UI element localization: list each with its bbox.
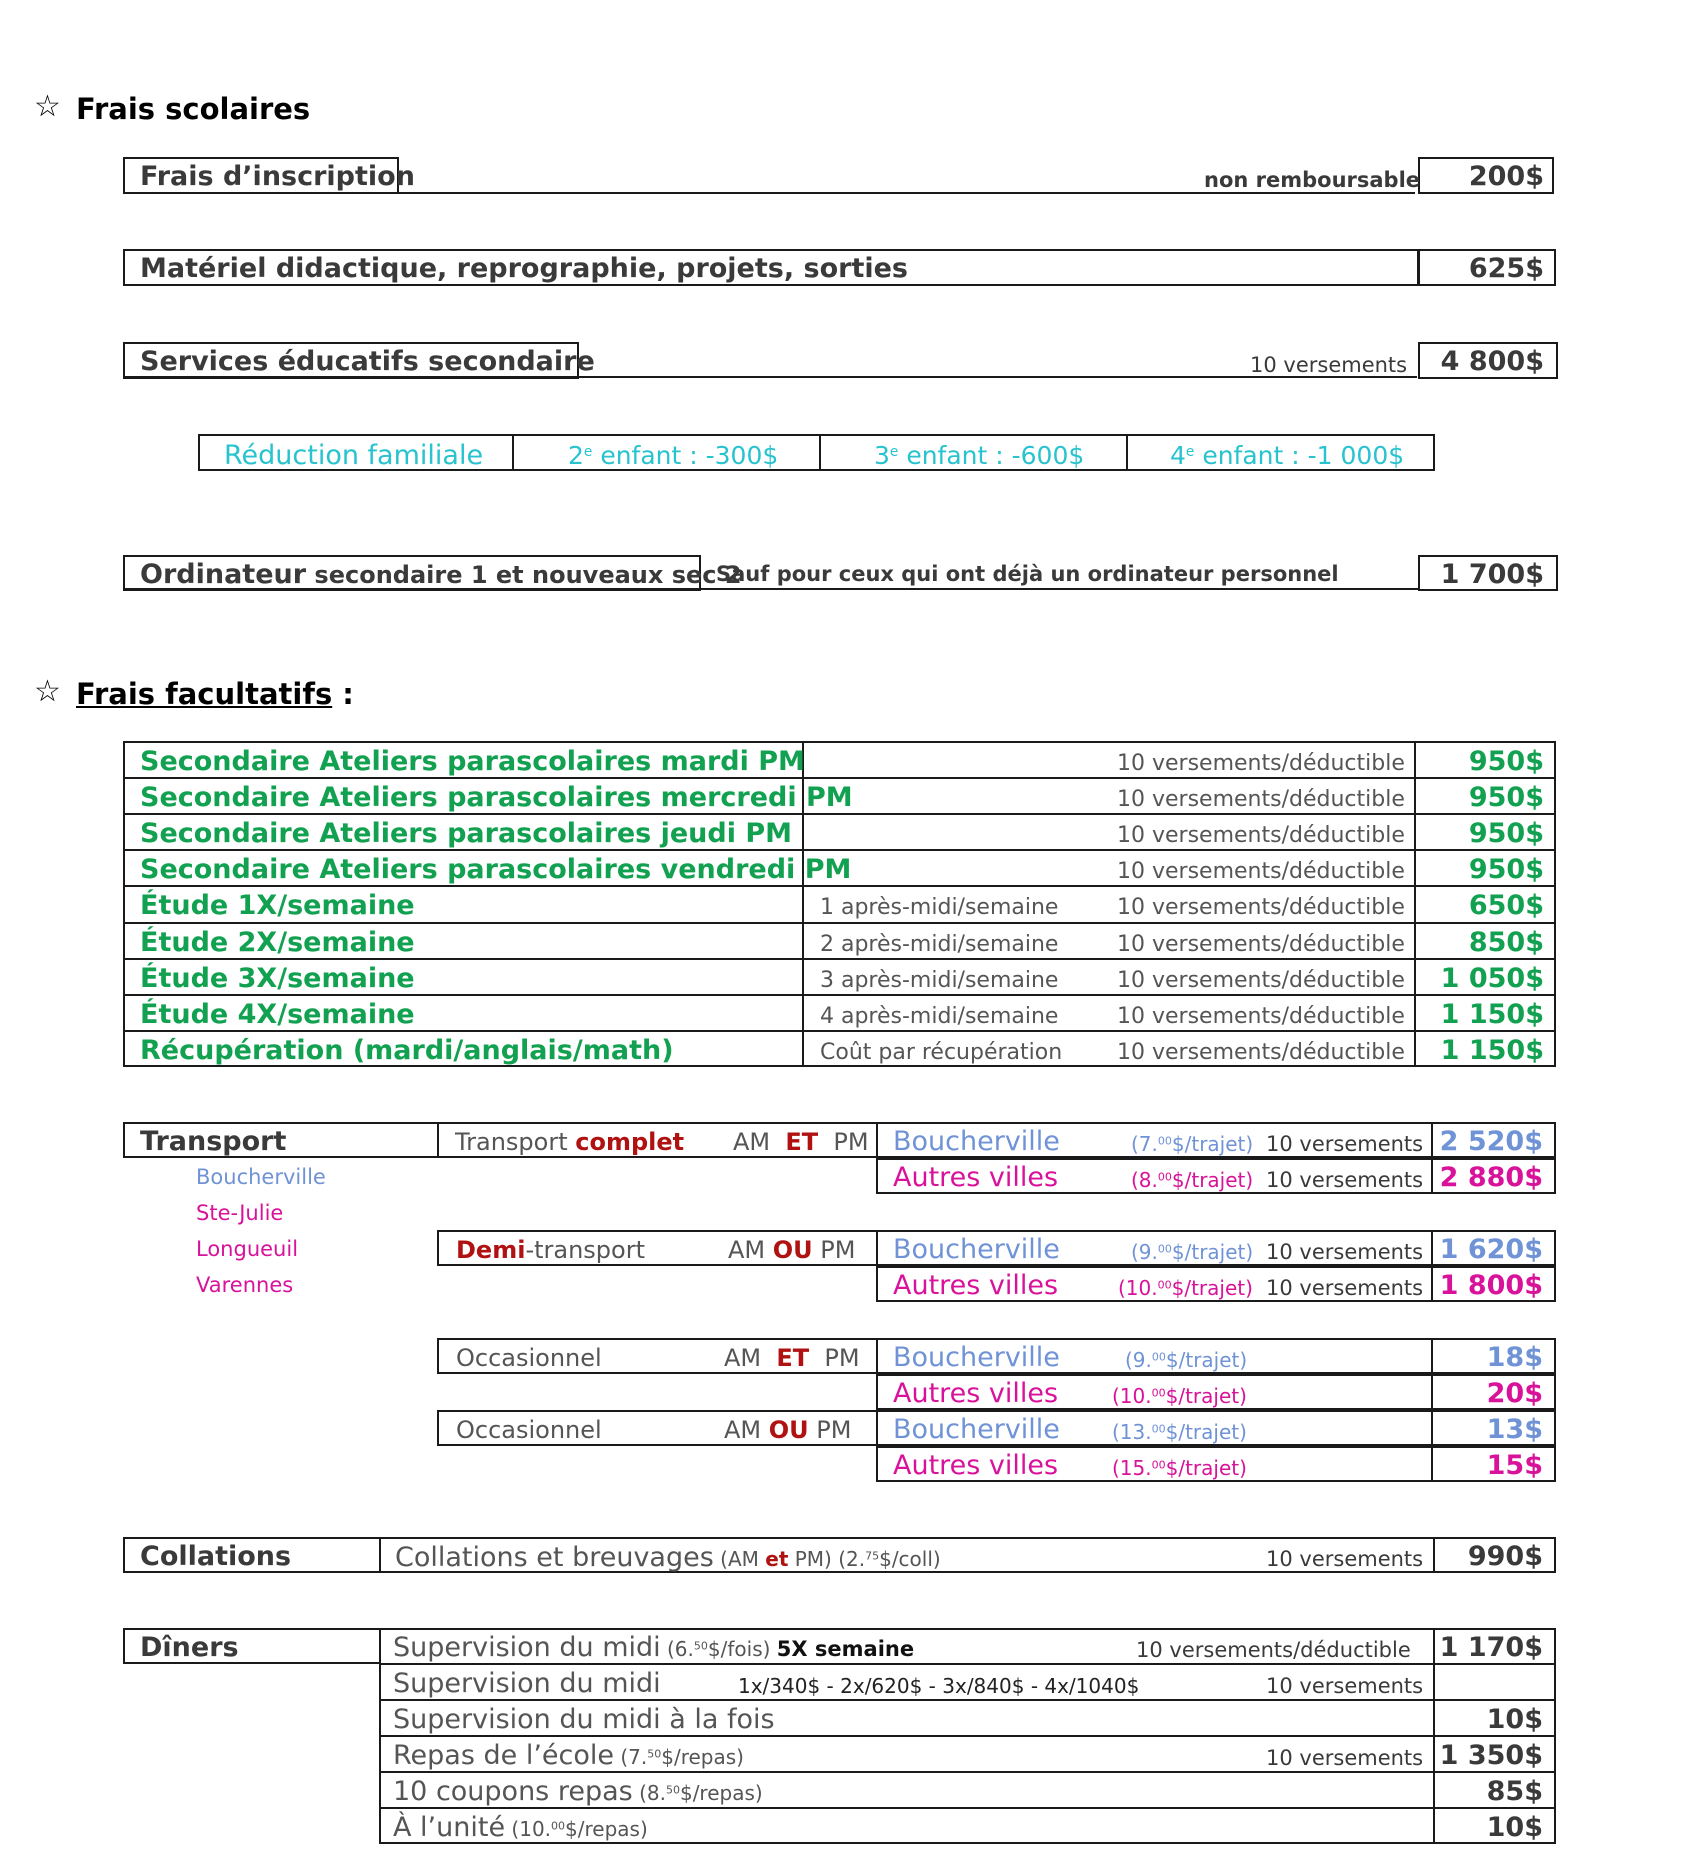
facultatif-price: 1 050$ (1440, 963, 1544, 994)
diners-supervision-a-la-fois: Supervision du midi à la fois (393, 1704, 775, 1735)
diners-r4-price: 1 350$ (1439, 1740, 1543, 1771)
transport-rate: (10.00$/trajet) (1118, 1276, 1253, 1300)
services-note: 10 versements (1250, 353, 1408, 377)
transport-price: 15$ (1486, 1450, 1543, 1481)
transport-city-name: Autres villes (893, 1450, 1059, 1481)
transport-label: Transport (140, 1126, 287, 1157)
diners-r3-price: 10$ (1486, 1704, 1543, 1735)
diners-r4-terms: 10 versements (1266, 1746, 1424, 1770)
diners-supervision-5x: Supervision du midi (6.50$/fois) 5X semaine (393, 1632, 915, 1663)
transport-city-name: Boucherville (893, 1234, 1060, 1265)
facultatif-terms: 10 versements/déductible (1117, 1040, 1405, 1065)
transport-price: 2 880$ (1439, 1162, 1543, 1193)
facultatif-price: 950$ (1468, 818, 1544, 849)
facultatif-label: Étude 1X/semaine (140, 890, 415, 921)
transport-complet-am-et-pm: AM ET PM (733, 1128, 869, 1156)
facultatif-price: 950$ (1468, 746, 1544, 777)
section-title-frais-scolaires: Frais scolaires (76, 92, 311, 126)
facultatif-terms: 10 versements/déductible (1117, 751, 1405, 776)
demi-transport-am-ou-pm: AM OU PM (728, 1236, 856, 1264)
transport-city-name: Autres villes (893, 1162, 1059, 1193)
facultatif-detail: 4 après-midi/semaine (820, 1004, 1059, 1029)
diners-r2-terms: 10 versements (1266, 1674, 1424, 1698)
facultatif-detail: 3 après-midi/semaine (820, 968, 1059, 993)
transport-city-name: Autres villes (893, 1378, 1059, 1409)
demi-transport-label: Demi-transport (456, 1236, 645, 1264)
transport-complet-label: Transport complet (455, 1128, 685, 1156)
transport-price: 13$ (1486, 1414, 1543, 1445)
facultatif-price: 1 150$ (1440, 999, 1544, 1030)
collations-terms: 10 versements (1266, 1547, 1424, 1571)
facultatif-terms: 10 versements/déductible (1117, 932, 1405, 957)
transport-city-name: Boucherville (893, 1414, 1060, 1445)
transport-city-ste-julie: Ste-Julie (196, 1201, 284, 1225)
transport-rate: (13.00$/trajet) (1112, 1420, 1247, 1444)
transport-price: 1 800$ (1439, 1270, 1543, 1301)
facultatif-price: 650$ (1468, 890, 1544, 921)
reduction-3e-enfant: 3e enfant : -600$ (874, 441, 1085, 470)
occasionnel-et-label: Occasionnel (456, 1344, 602, 1372)
facultatif-terms: 10 versements/déductible (1117, 823, 1405, 848)
facultatif-label: Étude 2X/semaine (140, 927, 415, 958)
facultatif-price: 950$ (1468, 854, 1544, 885)
inscription-note: non remboursable (1204, 168, 1421, 192)
reduction-label: Réduction familiale (224, 440, 484, 471)
transport-rate: (7.00$/trajet) (1131, 1132, 1254, 1156)
facultatif-price: 850$ (1468, 927, 1544, 958)
facultatif-label: Récupération (mardi/anglais/math) (140, 1035, 674, 1066)
ordinateur-note: Sauf pour ceux qui ont déjà un ordinateur personnel (716, 562, 1339, 586)
ordinateur-label: Ordinateur secondaire 1 et nouveaux sec 2 (140, 559, 742, 590)
star-icon: ☆ (34, 674, 61, 709)
transport-terms: 10 versements (1266, 1132, 1424, 1156)
facultatif-detail: Coût par récupération (820, 1040, 1063, 1065)
transport-rate: (15.00$/trajet) (1112, 1456, 1247, 1480)
diners-r6-price: 10$ (1486, 1812, 1543, 1843)
facultatif-terms: 10 versements/déductible (1117, 859, 1405, 884)
facultatif-label: Secondaire Ateliers parascolaires vendredi PM (140, 854, 852, 885)
facultatif-terms: 10 versements/déductible (1117, 895, 1405, 920)
transport-rate: (9.00$/trajet) (1125, 1348, 1248, 1372)
materiel-price: 625$ (1468, 253, 1544, 284)
diners-coupons: 10 coupons repas (8.50$/repas) (393, 1776, 763, 1807)
facultatif-detail: 1 après-midi/semaine (820, 895, 1059, 920)
facultatif-label: Étude 3X/semaine (140, 963, 415, 994)
facultatif-terms: 10 versements/déductible (1117, 968, 1405, 993)
facultatif-label: Secondaire Ateliers parascolaires mardi PM (140, 746, 805, 777)
facultatif-label: Étude 4X/semaine (140, 999, 415, 1030)
inscription-price: 200$ (1468, 161, 1544, 192)
facultatif-terms: 10 versements/déductible (1117, 787, 1405, 812)
occasionnel-am-et-pm: AM ET PM (724, 1344, 860, 1372)
transport-city-longueuil: Longueuil (196, 1237, 299, 1261)
star-icon: ☆ (34, 89, 61, 124)
facultatif-price: 1 150$ (1440, 1035, 1544, 1066)
transport-price: 2 520$ (1439, 1126, 1543, 1157)
diners-label: Dîners (140, 1632, 239, 1663)
diners-r1-price: 1 170$ (1439, 1632, 1543, 1663)
facultatif-detail: 2 après-midi/semaine (820, 932, 1059, 957)
facultatif-terms: 10 versements/déductible (1117, 1004, 1405, 1029)
inscription-label: Frais d’inscription (140, 161, 415, 192)
transport-rate: (8.00$/trajet) (1131, 1168, 1254, 1192)
occasionnel-ou-label: Occasionnel (456, 1416, 602, 1444)
transport-price: 18$ (1486, 1342, 1543, 1373)
transport-price: 1 620$ (1439, 1234, 1543, 1265)
reduction-2e-enfant: 2e enfant : -300$ (568, 441, 779, 470)
facultatif-label: Secondaire Ateliers parascolaires mercredi PM (140, 782, 853, 813)
diners-r5-price: 85$ (1486, 1776, 1543, 1807)
services-price: 4 800$ (1440, 346, 1544, 377)
diners-supervision-forfaits: Supervision du midi (393, 1668, 661, 1699)
diners-r2-forfaits: 1x/340$ - 2x/620$ - 3x/840$ - 4x/1040$ (738, 1674, 1140, 1698)
transport-rate: (9.00$/trajet) (1131, 1240, 1254, 1264)
collations-price: 990$ (1467, 1541, 1543, 1572)
diners-r1-terms: 10 versements/déductible (1136, 1638, 1411, 1662)
transport-terms: 10 versements (1266, 1168, 1424, 1192)
transport-terms: 10 versements (1266, 1240, 1424, 1264)
transport-city-boucherville: Boucherville (196, 1165, 326, 1189)
transport-city-name: Boucherville (893, 1126, 1060, 1157)
occasionnel-am-ou-pm: AM OU PM (724, 1416, 852, 1444)
diners-repas-ecole: Repas de l’école (7.50$/repas) (393, 1740, 744, 1771)
facultatif-label: Secondaire Ateliers parascolaires jeudi PM (140, 818, 793, 849)
section-title-frais-facultatifs: Frais facultatifs : (76, 677, 354, 711)
diners-unite: À l’unité (10.00$/repas) (393, 1812, 648, 1843)
transport-terms: 10 versements (1266, 1276, 1424, 1300)
collations-desc: Collations et breuvages (AM et PM) (2.75$/coll) (395, 1542, 941, 1573)
facultatif-price: 950$ (1468, 782, 1544, 813)
services-label: Services éducatifs secondaire (140, 346, 595, 377)
materiel-label: Matériel didactique, reprographie, projets, sorties (140, 253, 908, 284)
transport-city-name: Boucherville (893, 1342, 1060, 1373)
ordinateur-price: 1 700$ (1440, 559, 1544, 590)
transport-price: 20$ (1486, 1378, 1543, 1409)
collations-label: Collations (140, 1541, 292, 1572)
transport-city-name: Autres villes (893, 1270, 1059, 1301)
transport-city-varennes: Varennes (196, 1273, 294, 1297)
transport-rate: (10.00$/trajet) (1112, 1384, 1247, 1408)
reduction-4e-enfant: 4e enfant : -1 000$ (1170, 441, 1405, 470)
